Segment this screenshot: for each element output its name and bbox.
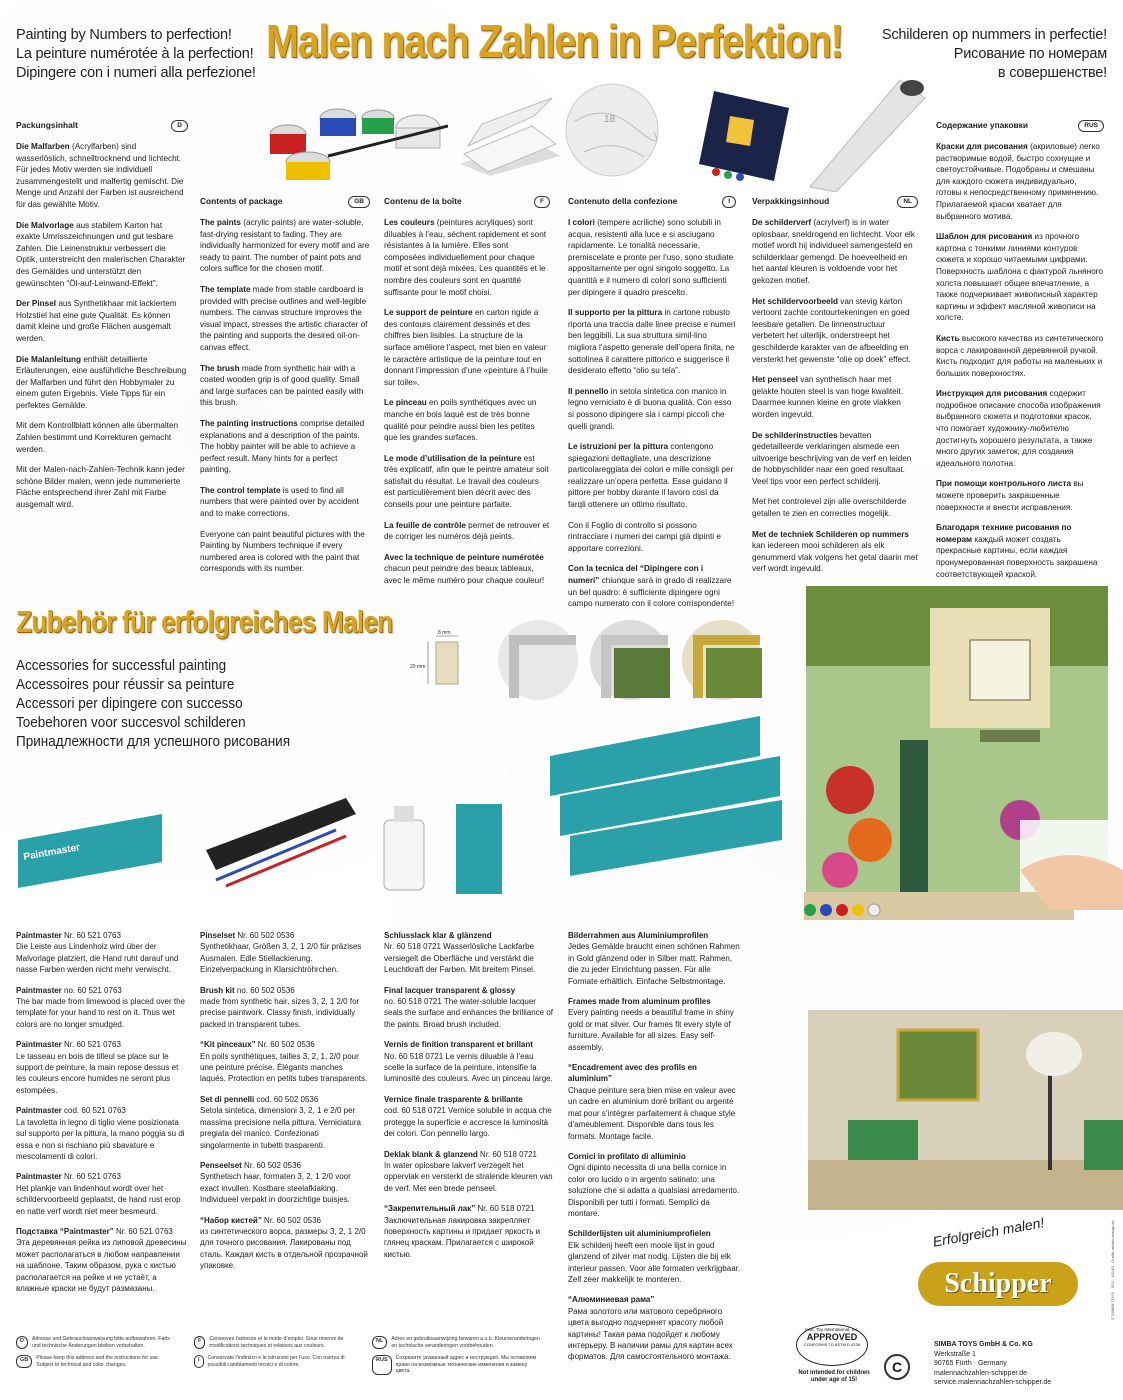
para-nl-4: Met het controlevel zijn alle overschilderde getallen te zien en correcties mogelijk. xyxy=(752,497,907,519)
column-gb xyxy=(200,196,370,584)
column-fr xyxy=(384,196,550,596)
para-nl-3: De schilderinstructies bevatten gedetailleerde verklaringen alsmede een uitvoerige beschrijving van de verf en leiden de hobbyschilder naar een goed resultaat. Veel tips voor een perfect schilderij. xyxy=(752,430,912,486)
living-room-image xyxy=(808,1010,1123,1210)
badge-nl: NL xyxy=(897,196,918,208)
service-link: service.malennachzahlen-schipper.de xyxy=(934,1379,1052,1386)
para-it-3: Le istruzioni per la pittura contengono spiegazioni dettagliate, una descrizione particolareggiata dei colori e mille consigli per realizzare un’opera perfetta. Esse guidano il pittore per hobby durante il lavoro così da farqli ottenere un ottimo risultato. xyxy=(568,442,734,510)
lacquer-ru: “Закрепительный лак” Nr. 60 518 0721 Заключительная лакировка закрепляет поверхность картины и придает яркость и глянец краскам. Прилагается с широкой кистью. xyxy=(384,1204,541,1259)
lacquer-fr: Vernis de finition transparent et brillant No. 60 518 0721 Le vernis diluable à l’eau scelle la surface de la peinture, intensifie la luminosité des couleurs. Avec un pinceau large. xyxy=(384,1040,553,1084)
brushset-texts xyxy=(200,930,370,1281)
footer-badge-it: I xyxy=(194,1355,204,1368)
footer-note-de: Adresse und Gebrauchsanweisung bitte aufbewahren. Farb- und technische Änderungen bleiben vorbehalten. xyxy=(31,1336,171,1349)
accessories-fr: Accessoires pour réussir sa peinture xyxy=(16,676,235,693)
heading-de: Packungsinhalt xyxy=(16,120,78,131)
paintmaster-texts xyxy=(16,930,188,1303)
side-code: © SIMBA TOYS · 9/11 · 91140 · Grafik: atelier-design.de xyxy=(1110,1220,1115,1320)
footer-note-col-1 xyxy=(16,1336,176,1374)
para-gb-4: The control template is used to find all numbers that were painted over by accident and to make corrections. xyxy=(200,485,359,519)
para-fr-5: Avec la technique de peinture numérotée chacun peut peindre des beaux tableaux, avec le même numéro pour chaque couleur! xyxy=(384,552,545,586)
heading-gb: Contents of package xyxy=(200,196,283,207)
footer-note-ru: Сохраните указанный адрес и инструкцию. Мы оставляем право на возможные технические изменения и замену цвета. xyxy=(395,1355,537,1375)
badge-gb: GB xyxy=(348,196,370,208)
paintmaster-ru: Подставка “Paintmaster” Nr. 60 521 0763 Эта деревянная рейка из липовой древесины может располагаться в любом направлении на шаблоне. Таким образом, рука с кистью располагается на рейке и не устаёт, а влажные краски не будут размазаны. xyxy=(16,1226,187,1293)
frames-texts xyxy=(568,930,742,1372)
para-de-2: Der Pinsel aus Synthetikhaar mit lackiertem Holzstiel hat eine gute Qualität. Es können damit kleine und große Flächen ausgemalt werden. xyxy=(16,299,177,343)
para-de-3: Die Malanleitung enthält detaillierte Erläuterungen, eine ausführliche Beschreibung der Malfarben und führt den Hobbymaler zu einem guten Ergebnis. Viele Tipps für ein perfektes Gemälde. xyxy=(16,354,187,410)
badge-it: I xyxy=(722,196,736,208)
para-fr-4: La feuille de contrôle permet de retrouver et de corriger les numéros déjà peints. xyxy=(384,520,550,542)
para-nl-2: Het penseel van synthetisch haar met gelakte houten steel is van hoge kwaliteit. Daarmee kunnen kleine en grote vlakken worden ingevuld. xyxy=(752,375,904,419)
accessories-nl: Toebehoren voor succesvol schilderen xyxy=(16,714,246,731)
tagline-ru-1: Рисование по номерам xyxy=(953,46,1107,62)
badge-de: D xyxy=(171,120,188,132)
para-it-4: Con il Foglio di controllo si possono rintracciare i numeri dei campi già dipinti e apportare correzioni. xyxy=(568,520,721,553)
para-de-0: Die Malfarben (Acrylfarben) sind wasserlöslich, schnelltrocknend und lichtecht. Für jedes Motiv werden sie individuell zusammengestellt und malfertig gemischt. Die Menge und Anzahl der Farben ist ausreichend für das gewählte Motiv. xyxy=(16,142,184,209)
badge-ru: RUS xyxy=(1078,120,1104,132)
para-it-0: I colori (tempere acriliche) sono solubili in acqua, resistenti alla luce e si asciugano rapidamente. Le tonalità necessarie, premiscelate e pronte per l’uso, sono studiate appositamente per ogni singolo soggetto. La quantità e il numero di colori sono sufficienti per dipingere il quadro prescelto. xyxy=(568,218,734,297)
para-ru-2: Кисть высокого качества из синтетического ворса с лакированной деревянной ручкой. Кисть подходит для работы на маленьких и больших поверхностях. xyxy=(936,333,1104,378)
tagline-nl: Schilderen op nummers in perfectie! xyxy=(881,27,1107,43)
tagline-en: Painting by Numbers to perfection! xyxy=(16,27,232,43)
paintmaster-fr: Paintmaster Nr. 60 521 0763 Le tasseau en bois de tilleul se place sur le support de peinture, la main repose dessus et les couleurs encore humides ne seront plus estompées. xyxy=(16,1040,179,1095)
lacquer-nl: Deklak blank & glanzend Nr. 60 518 0721 In water oplosbare lakverf verzegelt het oppervlak en versterkt de stralende kleuren van de verf. Met een brede penseel. xyxy=(384,1149,553,1193)
garden-painting-image xyxy=(780,580,1123,1000)
footer-badge-nl: NL xyxy=(372,1336,387,1349)
para-it-5: Con la tecnica del “Dipingere con i numeri” chiunque sarà in grado di realizzare un bel quadro: è sufficiente dipingere ogni campo numerato con il colore corrispondente! xyxy=(568,564,735,609)
schipper-logo: Schipper xyxy=(918,1262,1078,1306)
frame-height-label: 20 mm xyxy=(410,664,426,670)
para-gb-0: The paints (acrylic paints) are water-soluble, fast-drying resistant to fading. They are individually harmonized for every motif and are ready to paint. The number of paint pots and colors suffice for the chosen motif. xyxy=(200,218,370,274)
paintmaster-de: Paintmaster Nr. 60 521 0763 Die Leiste aus Lindenholz wird über der Malvorlage platziert, die Hand ruht darauf und nasse Farben werden nicht mehr verwischt. xyxy=(16,931,179,975)
brushset-it: Set di pennelli cod. 60 502 0536 Setola sintetica, dimensioni 3, 2, 1 e 2/0 per massima precisione nella pittura. Verniciatura pregiata del manico. Confezionati singolarmente in tubetti trasparenti. xyxy=(200,1094,361,1150)
brushset-nl: Penseelset Nr. 60 502 0536 Synthetisch haar, formaten 3, 2, 1 2/0 voor exact invullen. Kostbare steelafklaking. Individueel verpakt in doorzichtige buisjes. xyxy=(200,1160,351,1205)
badge-fr: F xyxy=(534,196,550,208)
control-sheet-image xyxy=(460,86,560,176)
para-ru-5: Благодаря технике рисования по номерам каждый может создать прекрасные картины, если каждая пронумерованная поверхность закрашена соответствующей краской. xyxy=(936,523,1098,579)
heading-nl: Verpakkingsinhoud xyxy=(752,196,830,207)
lacquer-gb: Final lacquer transparent & glossy no. 60 518 0721 The water-soluble lacquer seals the surface and enhances the brilliance of the paints. Broad brush included. xyxy=(384,985,553,1029)
para-nl-5: Met de techniek Schilderen op nummers kan iedereen mooi schilderen als elk genummerd vlak volgens het getal daarin met verf wordt ingevuld. xyxy=(752,529,918,574)
lacquer-it: Vernice finale trasparente & brillante cod. 60 518 0721 Vernice solubile in acqua che protegge la superficie e accresce la luminosità dei colori. Con pennello largo. xyxy=(384,1094,552,1139)
paintmaster-gb: Paintmaster no. 60 521 0763 The bar made from limewood is placed over the template for your hand to rest on it. Thus wet colors are no longer smudged. xyxy=(16,985,185,1029)
footer-note-gb: Please keep this address and the instructions for use. Subject to technical and color changes. xyxy=(36,1355,160,1368)
para-ru-4: При помощи контрольного листа вы можете проверить закрашенные поверхности и внести исправления. xyxy=(936,479,1084,512)
ce-mark-icon: C xyxy=(884,1354,910,1380)
para-nl-1: Het schildervoorbeeld van stevig karton vertoont zachte contourtekeningen en goed leesbare getallen. De linnenstructuur verbetert het uiterlijk, onderstreept het geschilderde karakter van de afbeelding en versterkt het gewenste “olie op doek” effect. xyxy=(752,296,911,364)
para-nl-0: De schilderverf (acrylverf) is in water oplosbaar, sneldrogend en lichtecht. Voor elk motief wordt hij individueel samengesteld en schilderklaar gemengd. De hoeveelheid en het aantal kleuren is voldoende voor het gekozen motief. xyxy=(752,218,915,285)
rolled-poster-image xyxy=(800,72,930,192)
para-de-4: Mit dem Kontrollblatt können alle übermalten Zahlen bestimmt und Korrekturen gemacht werden. xyxy=(16,421,179,454)
para-gb-5: Everyone can paint beautiful pictures with the Painting by Numbers technique if every numbered area is colored with the paint that corresponds with its number. xyxy=(200,529,365,574)
para-fr-1: Le support de peinture en carton rigide a des contours clairement dessinés et des chiffres bien lisibles. La structure de la surface améliore l’aspect, met bien en valeur le caractère artistique de la peinture tout en donnant l’impression d’une «peinture à l’huile sur toile». xyxy=(384,308,548,387)
para-ru-1: Шаблон для рисования из прочного картона с тонкими линиями контуров сюжета и хорошо читаемыми цифрами. Поверхность шаблона с фактурой льняного холста повышает общее впечатление, а также подчеркивает живописный характер картины и эффект масляной живописи на холсте. xyxy=(936,232,1104,323)
svg-text:18: 18 xyxy=(604,114,616,125)
column-nl xyxy=(752,196,918,584)
tagline-ru-2: в совершенстве! xyxy=(997,65,1107,81)
brushset-de: Pinselset Nr. 60 502 0536 Synthetikhaar, Größen 3, 2, 1 2/0 für präzises Ausmalen. Edle Stiellackierung. Einzelverpackung in Klarsichtröhrchen. xyxy=(200,931,362,975)
approved-sub-text: CONFORMS TO ASTM D-4236 xyxy=(803,1342,861,1347)
para-fr-3: Le mode d’utilisation de la peinture est très explicatif, afin que le peintre amateur soit satisfait du résultat. Le travail des couleurs est particulièrement bien décrit avec des conseils pour une peinture parfaite. xyxy=(384,453,549,510)
brush-set-image xyxy=(196,790,366,890)
para-gb-3: The painting instructions comprise detailed explanations and a description of the paints. The hobby painter will be able to achieve a perfect result. Many hints for a perfect painting. xyxy=(200,418,365,475)
accessories-ru: Принадлежности для успешного рисования xyxy=(16,733,291,750)
brushset-fr: “Kit pinceaux” Nr. 60 502 0536 En poils synthétiques, tailles 3, 2, 1, 2/0 pour une peinture précise. Élégants manches laqués. Protection en petits tubes transparents. xyxy=(200,1040,368,1084)
tagline-fr: La peinture numérotée à la perfection! xyxy=(16,46,254,62)
footer-badge-de: D xyxy=(16,1336,28,1349)
para-de-5: Mit der Malen-nach-Zahlen-Technik kann jeder schöne Bilder malen, wenn jede nummerierte Fläche entsprechend ihrer Zahl mit Farbe ausgemalt wird. xyxy=(16,465,185,510)
lacquer-texts xyxy=(384,930,554,1269)
column-de xyxy=(16,120,188,520)
approved-seal xyxy=(796,1324,868,1366)
para-ru-0: Краски для рисования (акриловые) легко растворимые водой, быстро сохнущие и светоустойчивые. Подобраны и смешаны для каждого сюжета индивидуально, готовы к непосредственному применению. Прилагаемой краски хватает для выбранного мотива. xyxy=(936,142,1100,221)
frame-profile-diagram xyxy=(408,628,488,698)
tagline-it: Dipingere con i numeri alla perfezione! xyxy=(16,65,256,81)
heading-it: Contenuto della confezione xyxy=(568,196,678,207)
footer-note-fr: Conservez l’adresse et le mode d’emploi. Sous réserve de modifications techniques et relatives aux couleurs. xyxy=(209,1336,344,1349)
para-it-1: Il supporto per la pittura in cartone robusto riporta una traccia dalle linee precise e numeri ben leggibili. La sua struttura simil-lino migliora l’aspetto generale dell’opera finita, ne sottolinea il carattere pittorico e suggerisce il desiderato effetto “olio su tela”. xyxy=(568,308,736,376)
approved-ring-text: Instr. Toy International, Inc. xyxy=(805,1327,859,1332)
frames-fr: “Encadrement avec des profils en aluminium” Chaque peinture sera bien mise en valeur avec un cadre en aluminium doré brillant ou argenté mat pour s’intégrer parfaitement à chaque style d’ameublement. Disponible dans tous les formats. Montage facile. xyxy=(568,1063,736,1141)
footer-badge-fr: F xyxy=(194,1336,205,1349)
header-left-taglines xyxy=(16,26,256,83)
frame-corner-silver-painting xyxy=(588,618,672,702)
canvas-template-image xyxy=(564,82,664,182)
para-gb-1: The template made from stable cardboard is provided with precise outlines and well-legible numbers. The canvas structure improves the visual impact, stresses the artistic character of the painting and supports the desired oil-on-canvas effect. xyxy=(200,284,368,352)
instructions-booklet-image xyxy=(694,86,794,186)
frames-gb: Frames made from aluminum profiles Every painting needs a beautiful frame in shiny gold or mat silver. Our frames fit every style of furniture. Available for all sizes. Easy self-assembly. xyxy=(568,997,734,1052)
page-title: Malen nach Zahlen in Perfektion! xyxy=(266,15,843,67)
footer-note-col-2 xyxy=(194,1336,354,1374)
paintmaster-nl: Paintmaster Nr. 60 521 0763 Het plankje van lindenhout wordt over het schildervoorbeeld geplaatst, de hand rust erop en natte verf wordt niet meer besmeurd. xyxy=(16,1172,181,1216)
company-name: SIMBA TOYS GmbH & Co. KG xyxy=(934,1341,1033,1348)
brand-slogan: Erfolgreich malen! xyxy=(931,1214,1046,1250)
frames-de: Bilderrahmen aus Aluminiumprofilen Jedes Gemälde braucht einen schönen Rahmen in Gold glänzend oder in Silber matt. Rahmen, die zu jeder Einrichtung passen. Für alle Formate erhältlich. Einfache Selbstmontage. xyxy=(568,931,740,986)
website-link: malennachzahlen-schipper.de xyxy=(934,1369,1028,1377)
frames-ru: “Алюминиевая рама” Рама золотого или матового серебряного цвета выгодно подчеркнет красоту любой картины! Такая рама подойдет к любому интерьеру. В наличии рамы для картин всех форматов. Для самостоятельного монтажа. xyxy=(568,1295,733,1362)
final-lacquer-image xyxy=(376,790,506,910)
para-gb-2: The brush made from synthetic hair with a coated wooden grip is of good quality. Small and large surfaces can be painted easily with this brush. xyxy=(200,363,364,408)
paintmaster-box-image xyxy=(16,810,166,890)
footer-note-nl: Adres en gebruiksaanwijzing bewaren a.u.b. Kleurveranderingen en technische veranderingen voorbehouden. xyxy=(391,1336,540,1349)
address-line-2: 90765 Fürth · Germany xyxy=(934,1360,1007,1367)
approved-text: APPROVED xyxy=(806,1332,858,1342)
frame-boxes-image xyxy=(546,716,786,906)
para-it-2: Il pennello in setola sintetica con manico in legno verniciato è di buona qualità. Con esso si possono dipingere sia i campi piccoli che quelli grandi. xyxy=(568,386,732,431)
paint-pots-image xyxy=(258,78,448,188)
footer-note-it: Conservate l’indirizzo e le istruzioni per l’uso. Con riserva di possibili cambiamenti tecnici e di colore. xyxy=(207,1355,345,1368)
frame-width-label: 8 mm xyxy=(438,630,451,636)
frame-corner-silver-empty xyxy=(496,618,580,702)
paintmaster-it: Paintmaster cod. 60 521 0763 La tavoletta in legno di tiglio viene posizionata sul supporto per la pittura, la mano poggia su di essa e non si rischiano più sbavature e mescolamenti di colori. xyxy=(16,1106,185,1161)
column-ru xyxy=(936,120,1104,589)
age-warning: Not intended for children under age of 15! xyxy=(798,1370,870,1383)
para-ru-3: Инструкция для рисования содержит подробное описание способа изображения выбранного сюжета и подготовки красок, что помогает художнику-любителю достигнуть хорошего результата, а также много других заметок, для создания идеального полотна. xyxy=(936,389,1101,468)
para-fr-0: Les couleurs (peintures acryliques) sont diluables à l’eau, séchent rapidement et sont résistantes à la lumière. Elles sont composées individuellement pour chaque motif et sont déjà mixées. Les quantités et le nombre des couleurs sont en quantité suffisante pour le motif choisi. xyxy=(384,218,547,297)
address-line-1: Werkstraße 1 xyxy=(934,1350,976,1358)
footer-note-col-3 xyxy=(372,1336,542,1381)
footer-badge-gb: GB xyxy=(16,1355,32,1368)
frames-it: Cornici in profilato di alluminio Ogni dipinto necessita di una bella cornice in color oro lucido o in argento satinato: una soluzione che si adatta a qualsiasi arredamento. Disponibili per tutti i formati. Semplici da montare. xyxy=(568,1151,740,1218)
frame-corner-gold-painting xyxy=(680,618,764,702)
frames-nl: Schilderlijsten uit aluminiumprofielen Elk schilderij heeft een mooie lijst in goud glanzend of zilver mat nodig. Lijsten die bij elk interieur passen. Voor alle formaten verkrijgbaar. Zelf zeer makkelijk te monteren. xyxy=(568,1229,741,1284)
svg-text:Paintmaster: Paintmaster xyxy=(22,842,81,863)
brushset-gb: Brush kit no. 60 502 0536 made from synthetic hair, sizes 3, 2, 1 2/0 for precise paintwork. Classy finish, individually packed in transparent tubes. xyxy=(200,985,360,1029)
accessories-en: Accessories for successful painting xyxy=(16,657,227,674)
para-de-1: Die Malvorlage aus stabilem Karton hat exakte Umrisszeichnungen und gut lesbare Zahlen. Die Leinenstruktur verbessert die Optik, unterstreicht den malerischen Charakter des Gemäldes und unterstützt den gewünschten “Öl-auf-Leinwand-Effekt”. xyxy=(16,220,186,288)
column-it xyxy=(568,196,736,619)
brushset-ru: “Набор кистей” Nr. 60 502 0536 из синтетического ворса, размеры 3, 2, 1 2/0 для точного рисования. Лакированы под сталь. Каждая кисть в отдельной прозрачной упаковке. xyxy=(200,1215,368,1271)
accessories-title: Zubehör für erfolgreiches Malen xyxy=(16,604,393,639)
footer-badge-ru: RUS xyxy=(372,1355,392,1375)
accessories-it: Accessori per dipingere con successo xyxy=(16,695,243,712)
heading-ru: Содержание упаковки xyxy=(936,120,1028,131)
company-address xyxy=(934,1340,1051,1388)
para-fr-2: Le pinceau en poils synthétiques avec un manche en bois laqué est de très bonne qualité pour peindre aussi bien les petites que les grandes surfaces. xyxy=(384,398,537,443)
lacquer-de: Schlusslack klar & glänzend Nr. 60 518 0721 Wasserlösliche Lackfarbe versiegelt die Oberfläche und verstärkt die Leuchtkraft der Farben. Mit breitem Pinsel. xyxy=(384,931,536,975)
heading-fr: Contenu de la boîte xyxy=(384,196,462,207)
accessories-subtitles xyxy=(16,656,320,751)
